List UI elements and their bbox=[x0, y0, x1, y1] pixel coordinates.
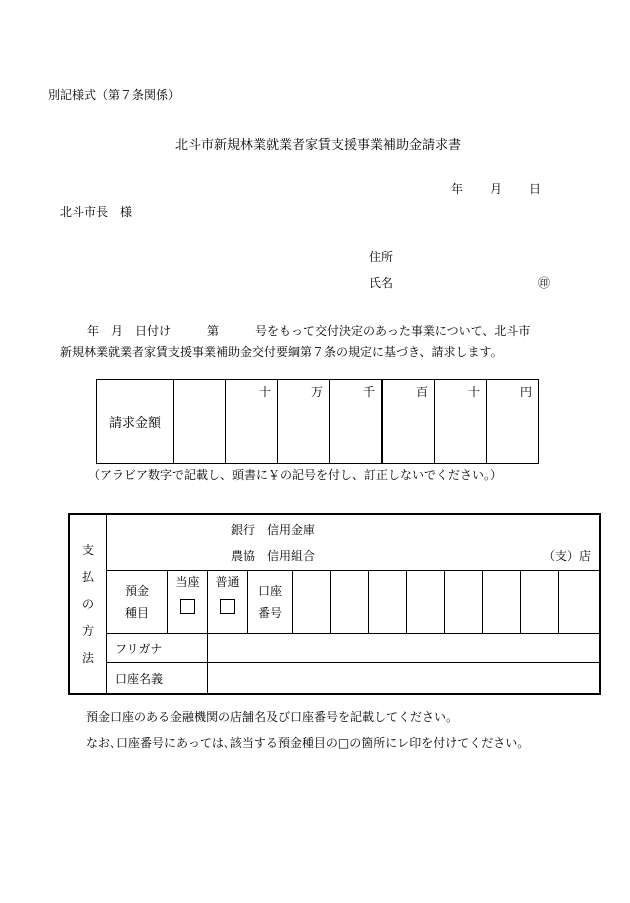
account-number-digit[interactable] bbox=[445, 571, 483, 634]
form-title: 北斗市新規林業就業者家賃支援事業補助金請求書 bbox=[175, 138, 462, 153]
account-number-digit[interactable] bbox=[331, 571, 369, 634]
bank-type-line-2: 農協 信用組合 bbox=[231, 549, 316, 563]
form-reference: 別記様式（第７条関係） bbox=[48, 88, 181, 102]
furigana-field[interactable] bbox=[208, 634, 601, 663]
amount-digit-cell[interactable] bbox=[382, 380, 435, 464]
body-line-2: 新規林業就業者家賃支援事業補助金交付要綱第７条の規定に基づき、請求します。 bbox=[60, 345, 503, 359]
amount-digit-cell[interactable] bbox=[330, 380, 383, 464]
address-label: 住所 bbox=[369, 250, 394, 264]
amount-table bbox=[96, 379, 539, 464]
account-name-label: 口座名義 bbox=[107, 663, 208, 695]
deposit-type-label: 預金 種目 bbox=[107, 571, 168, 634]
account-number-digit[interactable] bbox=[483, 571, 521, 634]
amount-note: （アラビア数字で記載し、頭書に￥の記号を付し、訂正しないでください。） bbox=[88, 468, 503, 482]
account-number-digit[interactable] bbox=[559, 571, 601, 634]
unit-hyaku: 百 bbox=[415, 385, 428, 399]
amount-digit-cell[interactable] bbox=[435, 380, 487, 464]
payment-method-table bbox=[68, 513, 601, 695]
unit-sen: 千 bbox=[362, 385, 375, 399]
unit-ju-2: 十 bbox=[467, 385, 480, 399]
amount-digit-cell[interactable] bbox=[487, 380, 539, 464]
payment-side-label: 支 払 の 方 法 bbox=[69, 514, 107, 694]
amount-digit-cell[interactable] bbox=[174, 380, 226, 464]
account-name-field[interactable] bbox=[208, 663, 601, 695]
unit-ju: 十 bbox=[258, 385, 271, 399]
account-number-digit[interactable] bbox=[407, 571, 445, 634]
bank-name-cell[interactable] bbox=[107, 514, 601, 571]
amount-label: 請求金額 bbox=[97, 380, 174, 464]
current-account-checkbox[interactable] bbox=[180, 599, 195, 614]
date-day[interactable]: 日 bbox=[529, 182, 542, 196]
current-account-option[interactable]: 当座 bbox=[168, 571, 208, 634]
branch-label: （支）店 bbox=[542, 549, 591, 563]
account-number-digit[interactable] bbox=[293, 571, 331, 634]
date-month[interactable]: 月 bbox=[490, 182, 503, 196]
ordinary-account-option[interactable]: 普通 bbox=[208, 571, 248, 634]
account-number-label: 口座 番号 bbox=[248, 571, 293, 634]
footnote-2: なお､口座番号にあっては､該当する預金種目の□の箇所にレ印を付けてください。 bbox=[86, 736, 530, 750]
bank-type-line-1: 銀行 信用金庫 bbox=[231, 523, 316, 537]
addressee: 北斗市長 様 bbox=[60, 205, 133, 219]
amount-digit-cell[interactable] bbox=[278, 380, 330, 464]
amount-digit-cell[interactable] bbox=[226, 380, 278, 464]
account-number-digit[interactable] bbox=[369, 571, 407, 634]
ordinary-account-checkbox[interactable] bbox=[220, 599, 235, 614]
furigana-label: フリガナ bbox=[107, 634, 208, 663]
body-line-1: 年 月 日付け 第 号をもって交付決定のあった事業について、北斗市 bbox=[87, 324, 531, 338]
seal-mark: ㊞ bbox=[538, 276, 551, 290]
account-number-digit[interactable] bbox=[521, 571, 559, 634]
unit-en: 円 bbox=[519, 385, 532, 399]
footnote-1: 預金口座のある金融機関の店舗名及び口座番号を記載してください。 bbox=[86, 710, 459, 724]
date-year[interactable]: 年 bbox=[451, 182, 464, 196]
name-label: 氏名 bbox=[369, 276, 394, 290]
unit-man: 万 bbox=[310, 385, 323, 399]
